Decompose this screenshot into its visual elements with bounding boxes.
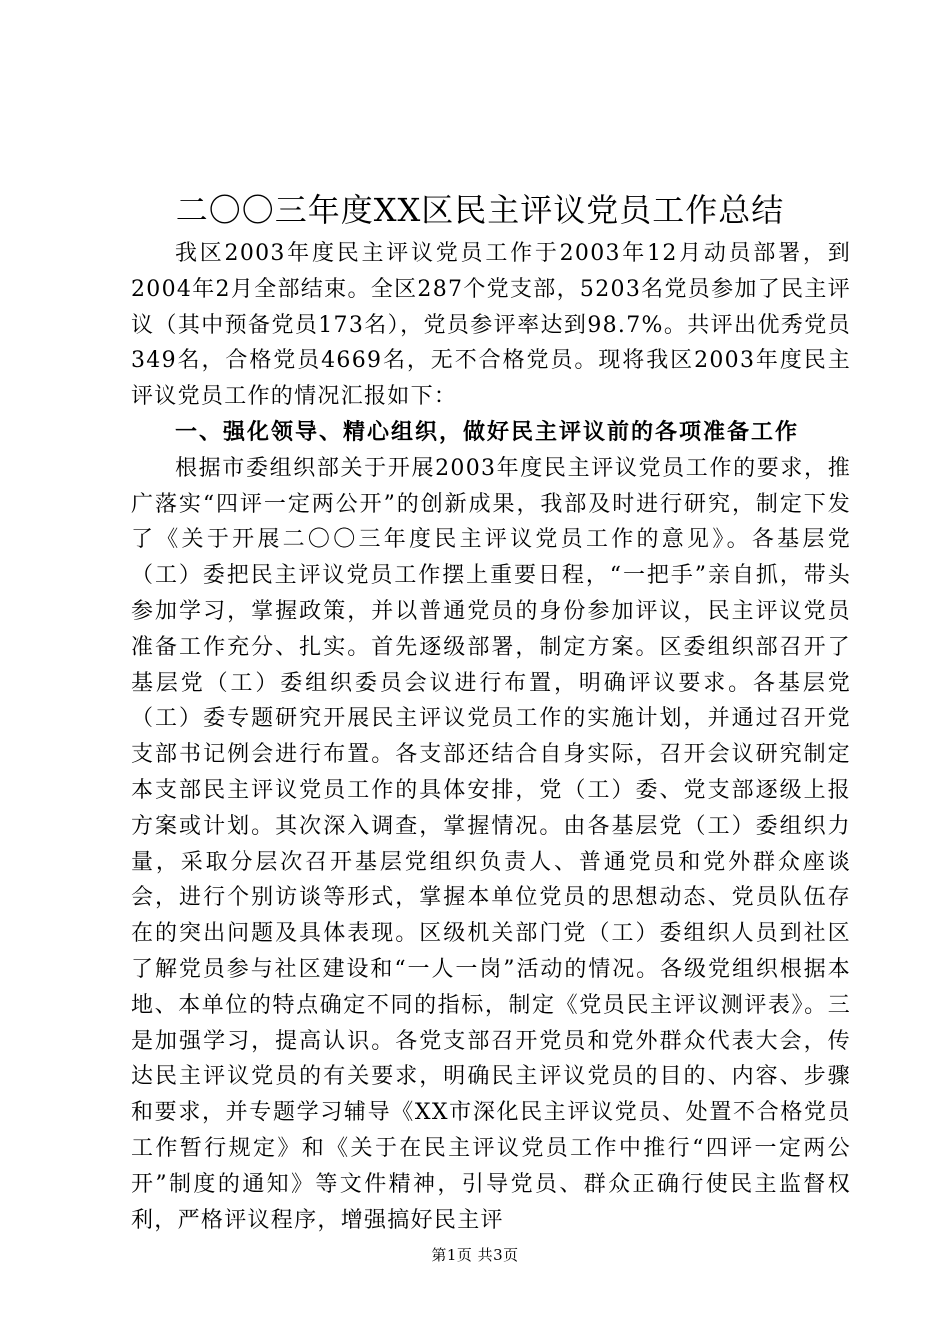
intro-paragraph: 我区2003年度民主评议党员工作于2003年12月动员部署，到2004年2月全部结束。全区287个党支部，5203名党员参加了民主评议（其中预备党员173名），党员参评率达到98.7%。共评出优秀党员349名，合格党员4669名，无不合格党员。现将我区2003年度民主评议党员工作的情况汇报如下： <box>131 241 851 410</box>
section-heading: 一、强化领导、精心组织，做好民主评议前的各项准备工作 <box>175 419 800 445</box>
section-paragraph: 根据市委组织部关于开展2003年度民主评议党员工作的要求，推广落实“四评一定两公开”的创新成果，我部及时进行研究，制定下发了《关于开展二〇〇三年度民主评议党员工作的意见》。各基层党（工）委把民主评议党员工作摆上重要日程，“一把手”亲自抓，带头参加学习，掌握政策，并以普通党员的身份参加评议，民主评议党员准备工作充分、扎实。首先逐级部署，制定方案。区委组织部召开了基层党（工）委组织委员会议进行布置，明确评议要求。各基层党（工）委专题研究开展民主评议党员工作的实施计划，并通过召开党支部书记例会进行布置。各支部还结合自身实际，召开会议研究制定本支部民主评议党员工作的具体安排，党（工）委、党支部逐级上报方案或计划。其次深入调查，掌握情况。由各基层党（工）委组织力量，采取分层次召开基层党组织负责人、普通党员和党外群众座谈会，进行个别访谈等形式，掌握本单位党员的思想动态、党员队伍存在的突出问题及具体表现。区级机关部门党（工）委组织人员到社区了解党员参与社区建设和“一人一岗”活动的情况。各级党组织根据本地、本单位的特点确定不同的指标，制定《党员民主评议测评表》。三是加强学习，提高认识。各党支部召开党员和党外群众代表大会，传达民主评议党员的有关要求，明确民主评议党员的目的、内容、步骤和要求，并专题学习辅导《XX市深化民主评议党员、处置不合格党员工作暂行规定》和《关于在民主评议党员工作中推行“四评一定两公开”制度的通知》等文件精神，引导党员、群众正确行使民主监督权利，严格评议程序，增强搞好民主评 <box>131 455 851 1233</box>
page-footer: 第1页 共3页 <box>431 1246 519 1264</box>
document-title: 二〇〇三年度XX区民主评议党员工作总结 <box>175 191 785 229</box>
document-body <box>131 236 851 1238</box>
